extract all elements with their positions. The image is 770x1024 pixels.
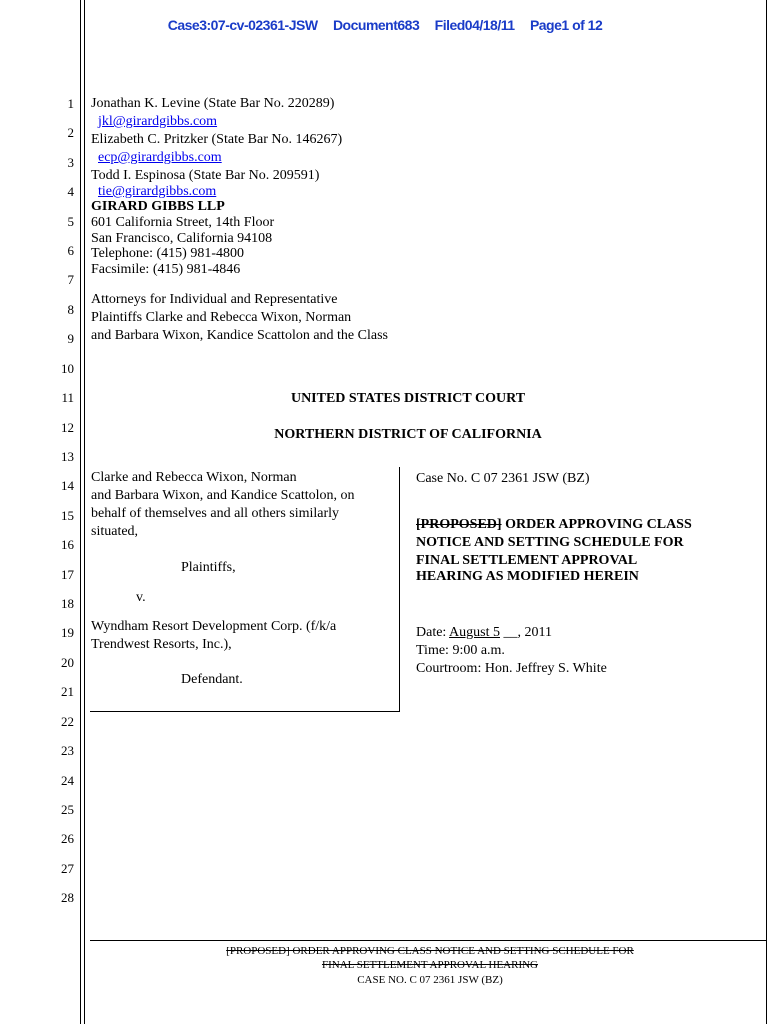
filing-stamp — [0, 17, 770, 33]
plaintiffs-line: situated, — [91, 524, 139, 539]
line-number: 9 — [67, 331, 74, 346]
plaintiffs-line: and Barbara Wixon, and Kandice Scattolon, on — [91, 488, 355, 503]
attorneys-for-line: Attorneys for Individual and Representative — [91, 292, 338, 307]
line-number: 4 — [67, 184, 74, 199]
firm-facsimile: Facsimile: (415) 981-4846 — [91, 262, 241, 277]
footer-title-line: FINAL SETTLEMENT APPROVAL HEARING — [321, 959, 539, 971]
title-text: HEARING — [416, 569, 483, 584]
footer-title-line: [PROPOSED] ORDER APPROVING CLASS NOTICE AND SETTING SCHEDULE FOR — [226, 945, 634, 957]
date-label: Date: — [416, 625, 450, 640]
attorneys-for-line: Plaintiffs Clarke and Rebecca Wixon, Norman — [91, 310, 352, 325]
right-margin-rule — [766, 0, 767, 1024]
versus: v. — [136, 590, 146, 605]
attorney-name: Elizabeth C. Pritzker (State Bar No. 146267) — [91, 132, 343, 147]
line-number: 19 — [61, 625, 74, 640]
stamp-case: Case3:07-cv-02361-JSW — [167, 17, 318, 33]
stamp-document: Document683 — [332, 17, 420, 33]
line-number: 27 — [61, 861, 74, 876]
line-number: 26 — [61, 831, 74, 846]
case-number: Case No. C 07 2361 JSW (BZ) — [416, 471, 590, 486]
document-title-line: FINAL SETTLEMENT APPROVAL — [416, 553, 638, 568]
attorneys-for-line: and Barbara Wixon, Kandice Scattolon and the Class — [91, 328, 388, 343]
document-title-line: NOTICE AND SETTING SCHEDULE FOR — [416, 535, 684, 550]
line-number: 6 — [67, 243, 74, 258]
line-number: 3 — [67, 155, 74, 170]
footer-case-number: CASE NO. C 07 2361 JSW (BZ) — [357, 974, 503, 986]
document-title-line — [416, 569, 639, 585]
firm-name: GIRARD GIBBS LLP — [91, 199, 225, 214]
plaintiffs-label: Plaintiffs, — [181, 560, 236, 575]
line-number: 25 — [61, 802, 74, 817]
line-number: 13 — [61, 449, 74, 464]
line-number: 11 — [61, 390, 74, 405]
line-number: 24 — [61, 773, 74, 788]
line-number: 14 — [61, 478, 74, 493]
stamp-page: Page1 of 12 — [529, 17, 603, 33]
line-number: 10 — [61, 361, 74, 376]
title-modification: AS MODIFIED HEREIN — [482, 569, 639, 584]
document-title-line — [416, 517, 692, 533]
date-year: , 2011 — [517, 625, 552, 640]
line-number: 15 — [61, 508, 74, 523]
attorney-name: Todd I. Espinosa (State Bar No. 209591) — [91, 168, 320, 183]
attorney-email-link[interactable]: ecp@girardgibbs.com — [98, 150, 222, 165]
line-number: 16 — [61, 537, 74, 552]
court-district: NORTHERN DISTRICT OF CALIFORNIA — [274, 427, 542, 442]
line-number: 22 — [61, 714, 74, 729]
line-number: 8 — [67, 302, 74, 317]
attorney-email-link[interactable]: tie@girardgibbs.com — [98, 184, 217, 199]
line-number: 7 — [67, 272, 74, 287]
footer-rule — [90, 940, 766, 941]
attorney-email-link[interactable]: jkl@girardgibbs.com — [98, 114, 218, 129]
line-number: 18 — [61, 596, 74, 611]
line-number: 17 — [61, 567, 74, 582]
left-margin-rule-inner — [84, 0, 85, 1024]
line-number: 23 — [61, 743, 74, 758]
firm-street: 601 California Street, 14th Floor — [91, 215, 275, 230]
stamp-filed: Filed04/18/11 — [434, 17, 515, 33]
plaintiffs-line: Clarke and Rebecca Wixon, Norman — [91, 470, 297, 485]
defendant-line: Wyndham Resort Development Corp. (f/k/a — [91, 619, 337, 634]
line-number: 20 — [61, 655, 74, 670]
hearing-courtroom: Courtroom: Hon. Jeffrey S. White — [416, 661, 607, 676]
defendant-label: Defendant. — [181, 672, 243, 687]
plaintiffs-line: behalf of themselves and all others similarly — [91, 506, 340, 521]
left-margin-rule-outer — [80, 0, 81, 1024]
date-month: August 5 — [449, 625, 500, 640]
line-number: 2 — [67, 125, 74, 140]
firm-city: San Francisco, California 94108 — [91, 231, 273, 246]
hearing-date — [416, 625, 552, 641]
title-text: ORDER APPROVING CLASS — [501, 517, 692, 532]
line-number: 21 — [61, 684, 74, 699]
firm-telephone: Telephone: (415) 981-4800 — [91, 246, 244, 261]
caption-divider-vertical — [399, 467, 400, 712]
line-number: 5 — [67, 214, 74, 229]
caption-divider-bottom — [90, 711, 400, 712]
defendant-line: Trendwest Resorts, Inc.), — [91, 637, 232, 652]
struck-proposed: [PROPOSED] — [416, 517, 502, 532]
hearing-time: Time: 9:00 a.m. — [416, 643, 505, 658]
line-number: 28 — [61, 890, 74, 905]
line-number: 1 — [67, 96, 74, 111]
court-name: UNITED STATES DISTRICT COURT — [290, 391, 526, 406]
attorney-name: Jonathan K. Levine (State Bar No. 220289) — [91, 96, 335, 111]
line-number: 12 — [61, 420, 74, 435]
date-blank: __ — [503, 625, 518, 640]
